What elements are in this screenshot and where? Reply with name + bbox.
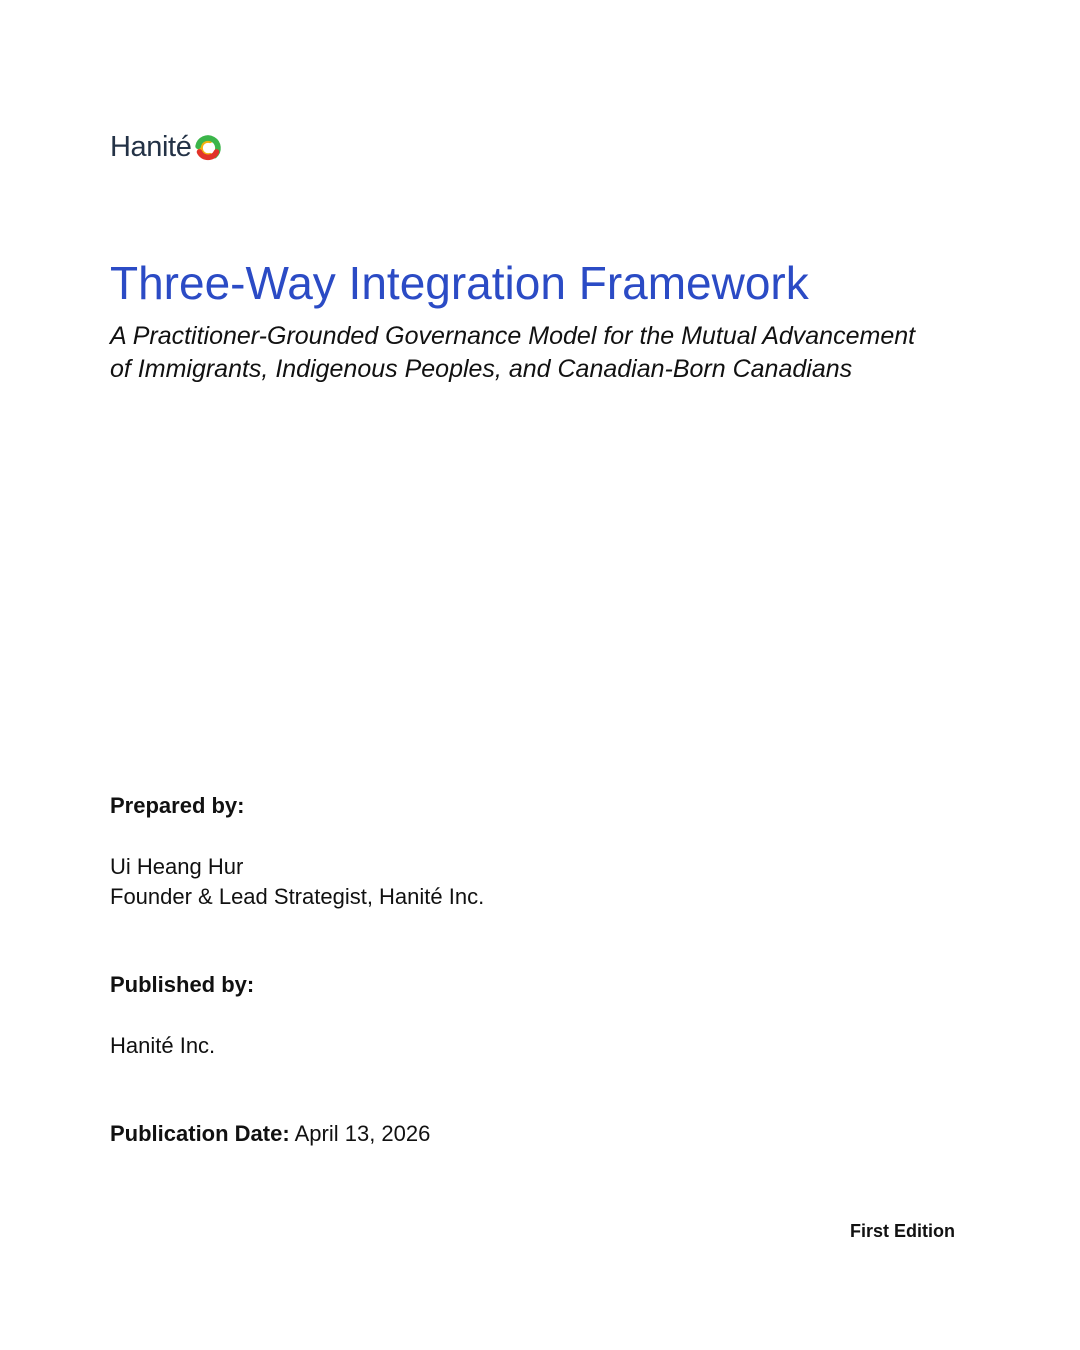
document-title: Three-Way Integration Framework — [110, 257, 809, 309]
swirl-circle-icon — [193, 133, 223, 163]
publication-date-label: Publication Date: — [110, 1121, 290, 1146]
author-name: Ui Heang Hur — [110, 854, 244, 879]
author-role: Founder & Lead Strategist, Hanité Inc. — [110, 884, 485, 909]
document-subtitle — [110, 320, 990, 386]
edition-label: First Edition — [850, 1221, 955, 1241]
publisher-name: Hanité Inc. — [110, 1033, 216, 1058]
subtitle-line-2: of Immigrants, Indigenous Peoples, and Canadian-Born Canadians — [110, 355, 853, 383]
publication-date-line — [110, 1119, 430, 1149]
subtitle-line-1: A Practitioner-Grounded Governance Model for the Mutual Advancement — [110, 322, 916, 350]
publication-date-value: April 13, 2026 — [294, 1121, 431, 1146]
company-logo — [110, 131, 223, 164]
published-by-label: Published by: — [110, 972, 255, 997]
logo-wordmark: Hanité — [110, 131, 192, 163]
author-block — [110, 852, 484, 912]
prepared-by-label: Prepared by: — [110, 793, 245, 818]
